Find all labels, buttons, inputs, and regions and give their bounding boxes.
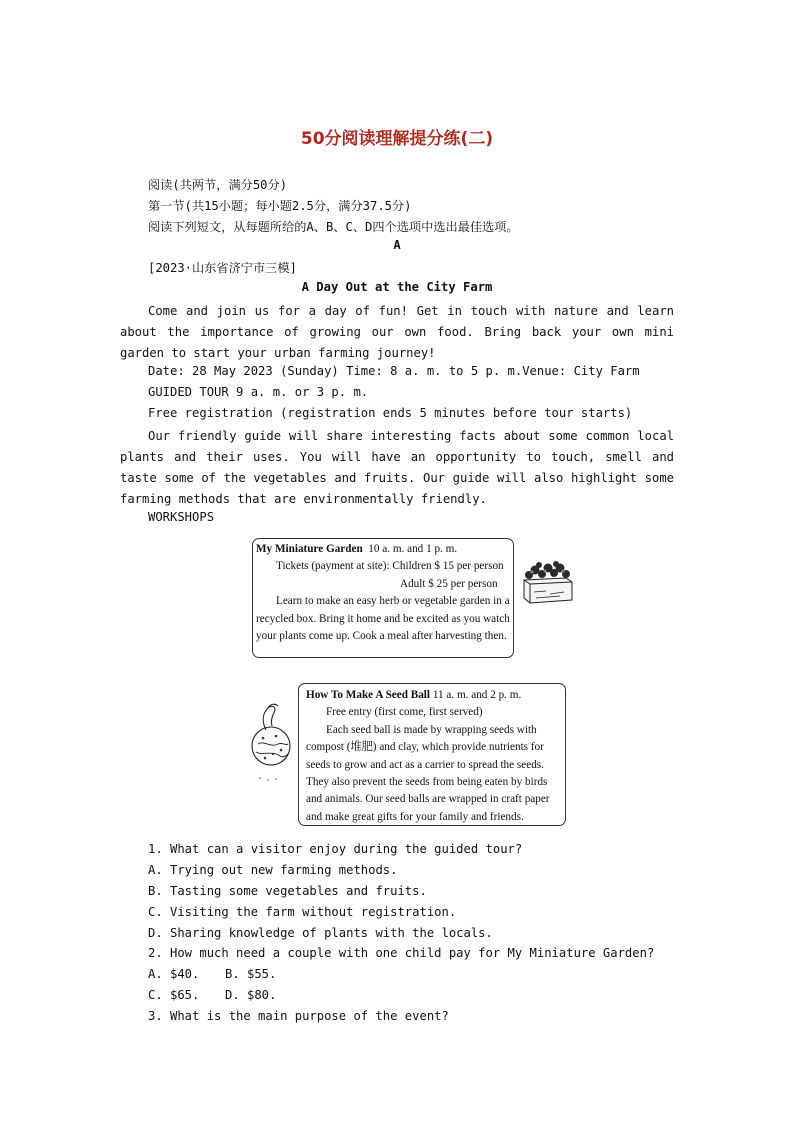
- workshop-seed-ball-box: [298, 683, 566, 826]
- workshop2-description: Each seed ball is made by wrapping seeds with compost (堆肥) and clay, which provide nutrients for seeds to grow and act as a carrier to spread the seeds. They also prevent the seeds from being eaten by birds and animals. Our seed balls are wrapped in craft paper and make great gifts for your family and friends.: [306, 723, 550, 823]
- question-1-option-a: A. Trying out new farming methods.: [148, 863, 398, 877]
- question-2-option-c: C. $65.: [148, 988, 200, 1002]
- workshop1-tickets-adult: Adult $ 25 per person: [400, 577, 498, 590]
- passage-label: A: [393, 238, 401, 252]
- question-1: 1. What can a visitor enjoy during the guided tour?: [148, 842, 523, 856]
- section-scoring: 第一节(共15小题；每小题2.5分，满分37.5分): [148, 199, 412, 213]
- guided-tour-line: GUIDED TOUR 9 a. m. or 3 p. m.: [148, 385, 369, 399]
- passage-heading: A Day Out at the City Farm: [301, 280, 493, 294]
- question-2-option-d: D. $80.: [225, 988, 277, 1002]
- page-title: 50分阅读理解提分练(二): [300, 129, 494, 149]
- passage-intro: Come and join us for a day of fun! Get in touch with nature and learn about the importance of growing our own food. Bring back your own mini garden to start your urban farming journey!: [120, 304, 674, 360]
- workshops-label: WORKSHOPS: [148, 510, 215, 524]
- section-instruction: 阅读(共两节，满分50分): [148, 178, 288, 192]
- tour-description: Our friendly guide will share interesting facts about some common local plants and their uses. You will have an opportunity to touch, smell and taste some of the vegetables and fruits. Our guide will also highlight some farming methods that are environmentally friendly.: [120, 429, 674, 506]
- section-directions: 阅读下列短文，从每题所给的A、B、C、D四个选项中选出最佳选项。: [148, 220, 519, 234]
- question-1-option-b: B. Tasting some vegetables and fruits.: [148, 884, 427, 898]
- registration-line: Free registration (registration ends 5 minutes before tour starts): [148, 406, 633, 420]
- question-2-option-a: A. $40.: [148, 967, 200, 981]
- question-3: 3. What is the main purpose of the event?: [148, 1009, 449, 1023]
- question-2: 2. How much need a couple with one child pay for My Miniature Garden?: [148, 946, 655, 960]
- question-1-option-d: D. Sharing knowledge of plants with the locals.: [148, 926, 493, 940]
- garden-box-illustration-icon: [520, 558, 575, 608]
- workshop1-times: 10 a. m. and 1 p. m.: [368, 543, 458, 555]
- workshop2-times: 11 a. m. and 2 p. m.: [432, 689, 522, 701]
- question-1-option-c: C. Visiting the farm without registration.: [148, 905, 457, 919]
- workshop1-tickets-children: Tickets (payment at site): Children $ 15 per person: [276, 560, 504, 573]
- workshop2-title: How To Make A Seed Ball: [306, 689, 431, 701]
- event-date-line: Date: 28 May 2023 (Sunday) Time: 8 a. m. to 5 p. m.Venue: City Farm: [148, 364, 640, 378]
- workshop1-title: My Miniature Garden: [256, 543, 363, 555]
- workshop-miniature-garden-box: [252, 538, 514, 658]
- seed-ball-illustration-icon: [248, 700, 296, 784]
- workshop1-description: Learn to make an easy herb or vegetable garden in a recycled box. Bring it home and be excited as you watch your plants come up. Cook a meal after harvesting then.: [256, 595, 510, 643]
- workshop2-entry: Free entry (first come, first served): [326, 706, 483, 719]
- passage-source: [2023·山东省济宁市三模]: [148, 261, 297, 275]
- question-2-option-b: B. $55.: [225, 967, 277, 981]
